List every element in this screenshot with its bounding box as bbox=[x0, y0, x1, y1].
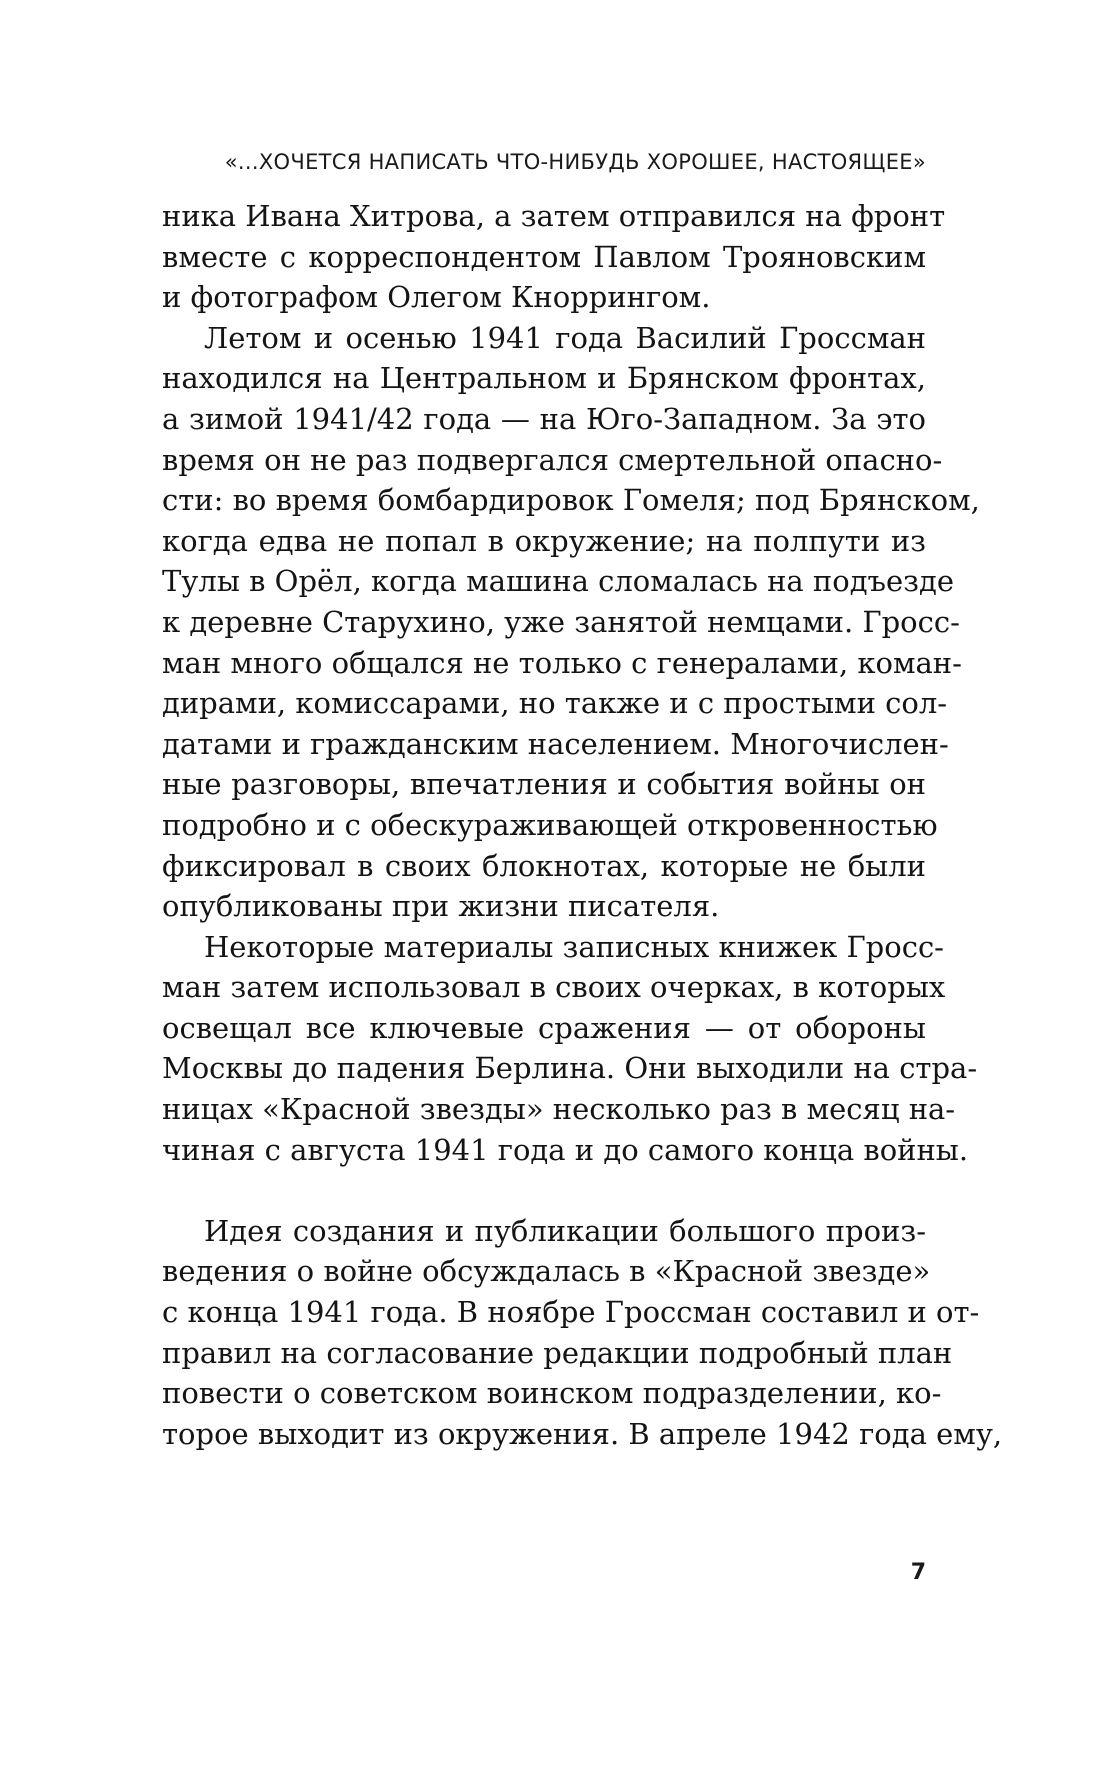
paragraph bbox=[162, 927, 978, 1171]
text-line: к деревне Старухино, уже занятой немцами. Гросс- bbox=[162, 604, 960, 639]
text-line: Летом и осенью 1941 года Василий Гроссман bbox=[204, 320, 926, 355]
text-line: ника Ивана Хитрова, а затем отправился на фронт bbox=[162, 199, 946, 233]
text-line: фиксировал в своих блокнотах, которые не были bbox=[162, 848, 926, 883]
text-line: дирами, комиссарами, но также и с простыми сол- bbox=[162, 686, 948, 721]
text-line: время он не раз подвергался смертельной опасно- bbox=[162, 442, 943, 477]
text-line: подробно и с обескураживающей откровенностью bbox=[162, 807, 938, 842]
text-line: ницах «Красной звезды» несколько раз в месяц на- bbox=[162, 1092, 956, 1127]
text-line: ные разговоры, впечатления и события войны он bbox=[162, 767, 926, 802]
section-break bbox=[162, 1170, 926, 1211]
text-line: а зимой 1941/42 года — на Юго-Западном. За это bbox=[162, 401, 926, 436]
body-text bbox=[162, 196, 1003, 1454]
text-line: ман затем использовал в своих очерках, в которых bbox=[162, 970, 946, 1005]
text-line: торое выходит из окружения. В апреле 1942 года ему, bbox=[162, 1416, 1003, 1451]
text-line: вместе с корреспондентом Павлом Трояновским bbox=[162, 239, 926, 274]
paragraph bbox=[162, 318, 980, 927]
text-line: с конца 1941 года. В ноябре Гроссман составил и от- bbox=[162, 1295, 980, 1330]
paragraph-continued bbox=[162, 196, 946, 318]
text-line: датами и гражданским населением. Многочислен- bbox=[162, 726, 949, 761]
text-line: правил на согласование редакции подробный план bbox=[162, 1335, 953, 1370]
paragraph bbox=[162, 1211, 1003, 1455]
text-line: Некоторые материалы записных книжек Гросс- bbox=[204, 929, 944, 964]
text-line: ман много общался не только с генералами, коман- bbox=[162, 645, 962, 680]
text-line: освещал все ключевые сражения — от обороны bbox=[162, 1010, 926, 1045]
text-line: ведения о войне обсуждалась в «Красной звезде» bbox=[162, 1254, 931, 1289]
text-line: находился на Центральном и Брянском фронтах, bbox=[162, 361, 926, 396]
text-line: и фотографом Олегом Кноррингом. bbox=[162, 280, 711, 315]
text-line: сти: во время бомбардировок Гомеля; под Брянском, bbox=[162, 483, 980, 518]
text-line: Тулы в Орёл, когда машина сломалась на подъезде bbox=[162, 564, 955, 599]
text-line: повести о советском воинском подразделении, ко- bbox=[162, 1376, 942, 1411]
text-line: Идея создания и публикации большого произ- bbox=[204, 1213, 926, 1248]
running-head: «...ХОЧЕТСЯ НАПИСАТЬ ЧТО-НИБУДЬ ХОРОШЕЕ, НАСТОЯЩЕЕ» bbox=[224, 150, 926, 174]
text-line: Москвы до падения Берлина. Они выходили на стра- bbox=[162, 1051, 978, 1086]
text-line: когда едва не попал в окружение; на полпути из bbox=[162, 523, 926, 558]
text-line: чиная с августа 1941 года и до самого конца войны. bbox=[162, 1132, 969, 1167]
page-number: 7 bbox=[910, 1560, 926, 1585]
text-line: опубликованы при жизни писателя. bbox=[162, 889, 720, 924]
